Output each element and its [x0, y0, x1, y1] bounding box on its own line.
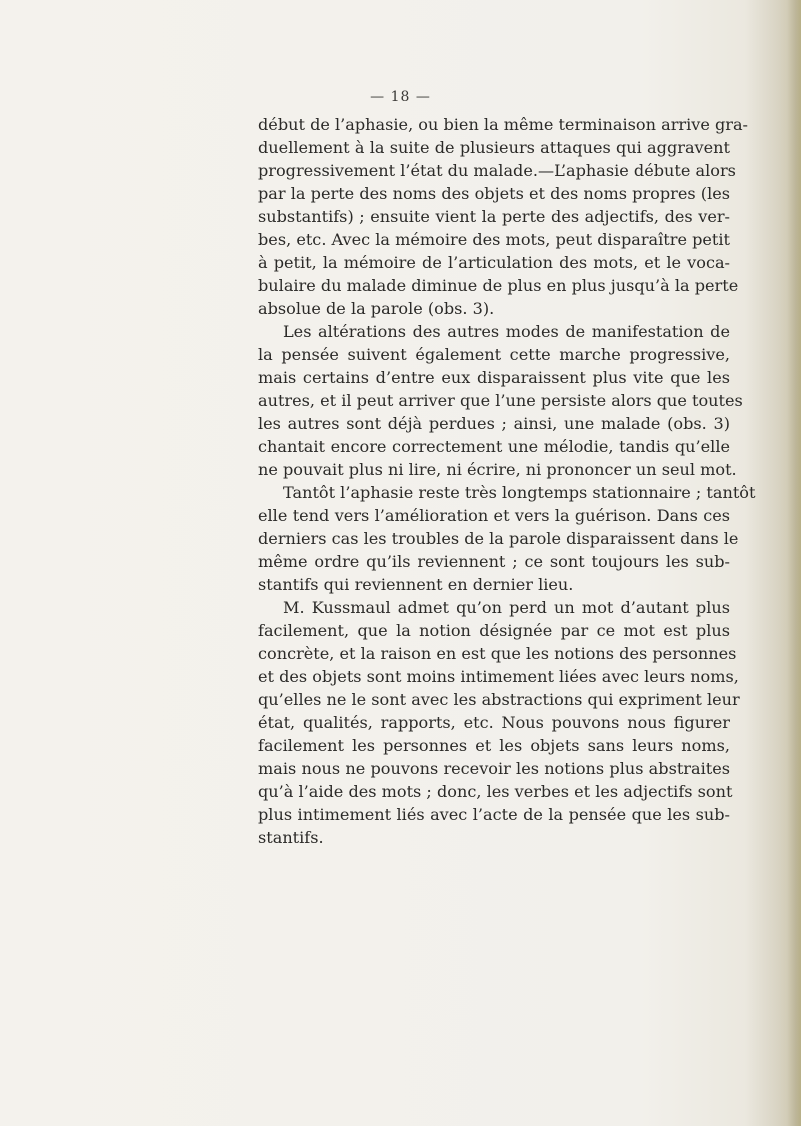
text-line: la pensée suivent également cette marche progressive,	[258, 345, 730, 364]
text-line: début de l’aphasie, ou bien la même terminaison arrive gra-	[258, 115, 748, 134]
page-number: — 18 —	[370, 89, 431, 105]
text-line: qu’à l’aide des mots ; donc, les verbes et les adjectifs sont	[258, 782, 733, 801]
paragraph-start-line: Tantôt l’aphasie reste très longtemps stationnaire ; tantôt	[283, 483, 756, 502]
text-line: substantifs) ; ensuite vient la perte des adjectifs, des ver-	[258, 207, 730, 226]
text-line: bes, etc. Avec la mémoire des mots, peut disparaître petit	[258, 230, 730, 249]
paragraph-end-line: ne pouvait plus ni lire, ni écrire, ni prononcer un seul mot.	[258, 460, 737, 479]
text-line: à petit, la mémoire de l’articulation des mots, et le voca-	[258, 253, 730, 272]
text-line: progressivement l’état du malade.—L’aphasie débute alors	[258, 161, 736, 180]
text-line: facilement, que la notion désignée par ce mot est plus	[258, 621, 730, 640]
text-line: les autres sont déjà perdues ; ainsi, une malade (obs. 3)	[258, 414, 730, 433]
text-line: qu’elles ne le sont avec les abstractions qui expriment leur	[258, 690, 740, 709]
text-line: mais nous ne pouvons recevoir les notions plus abstraites	[258, 759, 730, 778]
text-line: et des objets sont moins intimement liées avec leurs noms,	[258, 667, 739, 686]
text-line: plus intimement liés avec l’acte de la pensée que les sub-	[258, 805, 730, 824]
paragraph-end-line: stantifs qui reviennent en dernier lieu.	[258, 575, 574, 594]
text-line: elle tend vers l’amélioration et vers la guérison. Dans ces	[258, 506, 730, 525]
text-line: facilement les personnes et les objets sans leurs noms,	[258, 736, 730, 755]
text-line: derniers cas les troubles de la parole disparaissent dans le	[258, 529, 739, 548]
text-line: concrète, et la raison en est que les notions des personnes	[258, 644, 737, 663]
text-line: par la perte des noms des objets et des noms propres (les	[258, 184, 730, 203]
page-edge-shadow	[787, 0, 801, 1126]
text-line: chantait encore correctement une mélodie, tandis qu’elle	[258, 437, 730, 456]
body-text	[258, 113, 756, 849]
paragraph-start-line: M. Kussmaul admet qu’on perd un mot d’autant plus	[283, 598, 730, 617]
paragraph-end-line: stantifs.	[258, 828, 324, 847]
text-line: mais certains d’entre eux disparaissent plus vite que les	[258, 368, 730, 387]
text-line: bulaire du malade diminue de plus en plus jusqu’à la perte	[258, 276, 739, 295]
paragraph-end-line: absolue de la parole (obs. 3).	[258, 299, 495, 318]
text-line: même ordre qu’ils reviennent ; ce sont toujours les sub-	[258, 552, 730, 571]
paragraph-start-line: Les altérations des autres modes de manifestation de	[283, 322, 730, 341]
text-line: duellement à la suite de plusieurs attaques qui aggravent	[258, 138, 730, 157]
text-line: autres, et il peut arriver que l’une persiste alors que toutes	[258, 391, 743, 410]
text-line: état, qualités, rapports, etc. Nous pouvons nous figurer	[258, 713, 730, 732]
